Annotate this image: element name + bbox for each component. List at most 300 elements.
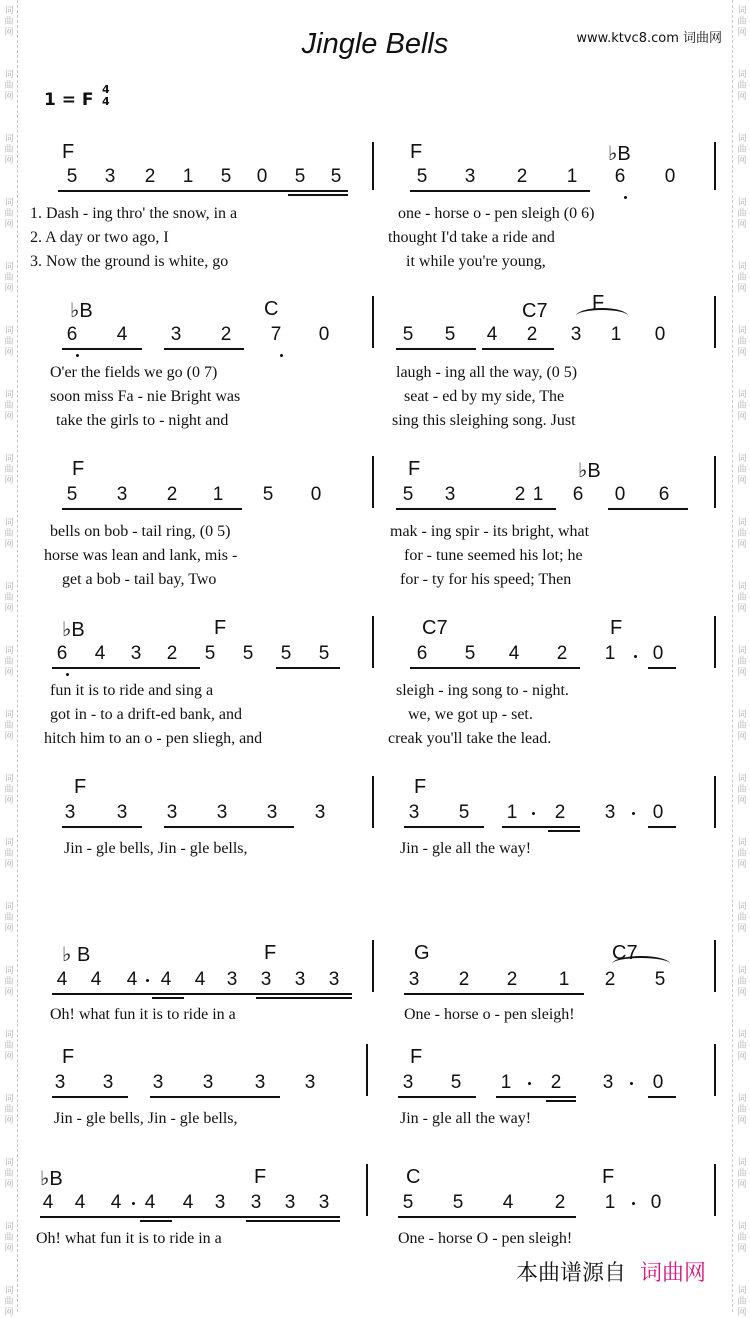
note-digit: 0	[652, 643, 664, 664]
watermark-glyph: 词	[737, 134, 747, 144]
watermark-glyph: 曲	[4, 657, 14, 667]
watermark-glyph: 词	[4, 1286, 14, 1296]
bar-line	[714, 776, 716, 828]
watermark-glyph: 曲	[737, 913, 747, 923]
note-digit: 5	[464, 643, 476, 664]
watermark-glyph: 网	[4, 924, 14, 934]
beam-underline	[648, 826, 676, 828]
note-digit: 2	[554, 1192, 566, 1213]
bar-line	[714, 1044, 716, 1096]
lyric-line: thought I'd take a ride and	[388, 229, 555, 246]
watermark-glyph: 词	[737, 710, 747, 720]
note-digit: 2	[144, 166, 156, 187]
watermark-glyph: 词	[4, 774, 14, 784]
beam-underline	[548, 830, 580, 832]
note-digit: 1	[566, 166, 578, 187]
watermark-glyph: 词	[4, 262, 14, 272]
note-digit: 7	[270, 324, 282, 345]
note-digit: 2	[458, 969, 470, 990]
watermark-glyph: 网	[4, 860, 14, 870]
note-digit: 3	[130, 643, 142, 664]
beam-underline	[150, 1096, 280, 1098]
octave-dot	[632, 1202, 635, 1205]
watermark-glyph: 曲	[737, 1105, 747, 1115]
lyric-line: One - horse o - pen sleigh!	[404, 1006, 575, 1023]
beam-underline	[62, 348, 142, 350]
watermark-glyph: 词	[737, 1222, 747, 1232]
note-digit: 0	[652, 802, 664, 823]
chord-symbol: ♭B	[608, 143, 631, 165]
watermark-glyph: 网	[4, 1180, 14, 1190]
chord-symbol: C	[406, 1166, 421, 1188]
watermark-glyph: 词	[737, 390, 747, 400]
watermark-glyph: 词	[737, 774, 747, 784]
watermark-glyph: 词	[4, 454, 14, 464]
lyric-line: Jin - gle bells, Jin - gle bells,	[54, 1110, 238, 1127]
watermark-glyph: 网	[737, 92, 747, 102]
note-digit: 0	[318, 324, 330, 345]
time-signature	[102, 84, 110, 108]
watermark-glyph: 词	[737, 262, 747, 272]
watermark-glyph: 网	[4, 604, 14, 614]
watermark-glyph: 网	[737, 1052, 747, 1062]
note-digit: 5	[452, 1192, 464, 1213]
note-digit: 3	[318, 1192, 330, 1213]
note-digit: 4	[508, 643, 520, 664]
chord-symbol: F	[264, 942, 277, 964]
watermark-glyph: 网	[4, 668, 14, 678]
note-digit: 3	[284, 1192, 296, 1213]
note-digit: 3	[304, 1072, 316, 1093]
note-digit: 4	[182, 1192, 194, 1213]
octave-dot	[634, 655, 637, 658]
watermark-glyph: 词	[4, 1222, 14, 1232]
site-url[interactable]: www.ktvc8.com 词曲网	[576, 31, 722, 46]
note-digit: 5	[458, 802, 470, 823]
note-digit: 3	[408, 969, 420, 990]
watermark-glyph: 曲	[4, 721, 14, 731]
chord-symbol: G	[414, 942, 430, 964]
watermark-glyph: 网	[4, 92, 14, 102]
note-digit: 5	[330, 166, 342, 187]
watermark-glyph: 网	[737, 28, 747, 38]
watermark-glyph: 网	[737, 924, 747, 934]
bar-line	[366, 1044, 368, 1096]
watermark-glyph: 曲	[737, 849, 747, 859]
watermark-glyph: 网	[4, 156, 14, 166]
bar-line	[714, 296, 716, 348]
beam-underline	[396, 348, 476, 350]
note-digit: 0	[614, 484, 626, 505]
beam-underline	[648, 1096, 676, 1098]
note-digit: 3	[408, 802, 420, 823]
note-digit: 2	[514, 484, 526, 505]
octave-dot	[532, 812, 535, 815]
footer-credit	[516, 1256, 706, 1287]
octave-dot	[146, 979, 149, 982]
note-digit: 3	[402, 1072, 414, 1093]
lyric-line: one - horse o - pen sleigh (0 6)	[398, 205, 595, 222]
chord-symbol: C	[264, 298, 279, 320]
watermark-glyph: 网	[4, 1052, 14, 1062]
lyric-line: got in - to a drift-ed bank, and	[50, 706, 242, 723]
watermark-glyph: 曲	[737, 721, 747, 731]
watermark-glyph: 网	[4, 476, 14, 486]
octave-dot	[280, 354, 283, 357]
chord-symbol: ♭B	[70, 300, 93, 322]
beam-underline	[404, 826, 484, 828]
note-digit: 3	[294, 969, 306, 990]
watermark-glyph: 词	[4, 1094, 14, 1104]
note-digit: 3	[202, 1072, 214, 1093]
note-digit: 4	[502, 1192, 514, 1213]
watermark-glyph: 词	[737, 1158, 747, 1168]
note-digit: 4	[194, 969, 206, 990]
note-digit: 5	[242, 643, 254, 664]
note-digit: 4	[160, 969, 172, 990]
note-digit: 4	[126, 969, 138, 990]
note-digit: 4	[486, 324, 498, 345]
note-digit: 5	[450, 1072, 462, 1093]
note-digit: 5	[262, 484, 274, 505]
note-digit: 4	[74, 1192, 86, 1213]
lyric-line: bells on bob - tail ring, (0 5)	[50, 523, 231, 540]
watermark-glyph: 曲	[4, 1297, 14, 1307]
watermark-glyph: 词	[4, 326, 14, 336]
note-digit: 1	[500, 1072, 512, 1093]
note-digit: 3	[226, 969, 238, 990]
chord-symbol: F	[410, 1046, 423, 1068]
watermark-glyph: 曲	[737, 593, 747, 603]
lyric-line: it while you're young,	[406, 253, 546, 270]
watermark-glyph: 曲	[737, 1169, 747, 1179]
note-digit: 5	[294, 166, 306, 187]
watermark-glyph: 网	[737, 348, 747, 358]
watermark-glyph: 曲	[4, 977, 14, 987]
note-digit: 3	[152, 1072, 164, 1093]
watermark-glyph: 网	[4, 412, 14, 422]
watermark-glyph: 词	[4, 134, 14, 144]
chord-symbol: F	[602, 1166, 615, 1188]
note-digit: 6	[572, 484, 584, 505]
watermark-glyph: 网	[4, 1116, 14, 1126]
note-digit: 3	[170, 324, 182, 345]
watermark-glyph: 网	[4, 540, 14, 550]
chord-symbol: F	[62, 1046, 75, 1068]
note-digit: 3	[116, 484, 128, 505]
chord-symbol: ♭ B	[62, 944, 91, 966]
tie-slur	[612, 956, 670, 972]
time-bottom: 4	[102, 95, 110, 108]
chord-symbol: ♭B	[578, 460, 601, 482]
lyric-line: 3. Now the ground is white, go	[30, 253, 229, 270]
note-digit: 5	[66, 484, 78, 505]
bar-line	[372, 940, 374, 992]
beam-underline	[246, 1220, 340, 1222]
watermark-glyph: 曲	[737, 529, 747, 539]
bar-line	[714, 142, 716, 190]
note-digit: 2	[220, 324, 232, 345]
octave-dot	[632, 812, 635, 815]
watermark-glyph: 曲	[737, 1233, 747, 1243]
note-digit: 3	[260, 969, 272, 990]
watermark-glyph: 曲	[4, 401, 14, 411]
lyric-line: for - ty for his speed; Then	[400, 571, 572, 588]
note-digit: 0	[256, 166, 268, 187]
note-digit: 1	[604, 1192, 616, 1213]
note-digit: 3	[570, 324, 582, 345]
watermark-glyph: 网	[4, 28, 14, 38]
chord-symbol: F	[408, 458, 421, 480]
lyric-line: fun it is to ride and sing a	[50, 682, 214, 699]
watermark-glyph: 网	[737, 732, 747, 742]
note-digit: 2	[550, 1072, 562, 1093]
watermark-glyph: 曲	[737, 657, 747, 667]
note-digit: 2	[166, 484, 178, 505]
watermark-glyph: 曲	[4, 17, 14, 27]
octave-dot	[132, 1202, 135, 1205]
watermark-glyph: 曲	[737, 401, 747, 411]
watermark-glyph: 词	[737, 326, 747, 336]
watermark-glyph: 词	[737, 966, 747, 976]
beam-underline	[140, 1220, 172, 1222]
lyric-line: Oh! what fun it is to ride in a	[50, 1006, 236, 1023]
lyric-line: get a bob - tail bay, Two	[62, 571, 217, 588]
watermark-glyph: 曲	[737, 785, 747, 795]
watermark-glyph: 网	[737, 220, 747, 230]
tie-slur	[576, 308, 628, 324]
beam-underline	[276, 667, 340, 669]
note-digit: 5	[280, 643, 292, 664]
note-digit: 1	[610, 324, 622, 345]
note-digit: 0	[654, 324, 666, 345]
bar-line	[714, 1164, 716, 1216]
watermark-glyph: 词	[4, 6, 14, 16]
note-digit: 0	[664, 166, 676, 187]
chord-symbol: F	[414, 776, 427, 798]
lyric-line: laugh - ing all the way, (0 5)	[396, 364, 578, 381]
watermark-glyph: 曲	[4, 209, 14, 219]
watermark-glyph: 网	[737, 1180, 747, 1190]
note-digit: 6	[66, 324, 78, 345]
footer-brand[interactable]: 词曲网	[639, 1261, 706, 1286]
chord-symbol: ♭B	[62, 619, 85, 641]
octave-dot	[66, 673, 69, 676]
watermark-glyph: 曲	[737, 273, 747, 283]
note-digit: 2	[166, 643, 178, 664]
footer-source: 本曲谱源自	[515, 1261, 626, 1286]
watermark-glyph: 词	[4, 70, 14, 80]
lyric-line: Jin - gle all the way!	[400, 1110, 532, 1127]
watermark-glyph: 网	[737, 1116, 747, 1126]
note-digit: 1	[604, 643, 616, 664]
watermark-glyph: 网	[4, 732, 14, 742]
watermark-glyph: 词	[737, 70, 747, 80]
note-digit: 2	[506, 969, 518, 990]
beam-underline	[502, 826, 580, 828]
watermark-glyph: 网	[737, 156, 747, 166]
bar-line	[366, 1164, 368, 1216]
watermark-glyph: 曲	[4, 81, 14, 91]
chord-symbol: F	[592, 292, 605, 314]
note-digit: 1	[506, 802, 518, 823]
note-digit: 5	[416, 166, 428, 187]
note-digit: 3	[328, 969, 340, 990]
note-digit: 4	[94, 643, 106, 664]
note-digit: 5	[66, 166, 78, 187]
watermark-glyph: 词	[4, 1158, 14, 1168]
lyric-line: seat - ed by my side, The	[404, 388, 565, 405]
lyric-line: horse was lean and lank, mis -	[44, 547, 238, 564]
watermark-glyph: 网	[737, 1244, 747, 1254]
beam-underline	[52, 993, 352, 995]
note-digit: 5	[220, 166, 232, 187]
note-digit: 1	[182, 166, 194, 187]
chord-symbol: F	[254, 1166, 267, 1188]
note-digit: 3	[444, 484, 456, 505]
watermark-glyph: 曲	[4, 1105, 14, 1115]
lyric-line: hitch him to an o - pen sliegh, and	[44, 730, 263, 747]
beam-underline	[40, 1216, 340, 1218]
beam-underline	[58, 190, 348, 192]
lyric-line: Jin - gle bells, Jin - gle bells,	[64, 840, 248, 857]
watermark-glyph: 网	[4, 348, 14, 358]
note-digit: 0	[652, 1072, 664, 1093]
beam-underline	[410, 190, 590, 192]
note-digit: 5	[402, 1192, 414, 1213]
note-digit: 3	[266, 802, 278, 823]
lyric-line: creak you'll take the lead.	[388, 730, 552, 747]
chord-symbol: F	[610, 617, 623, 639]
note-digit: 3	[250, 1192, 262, 1213]
watermark-glyph: 词	[737, 1094, 747, 1104]
note-digit: 6	[416, 643, 428, 664]
note-digit: 3	[602, 1072, 614, 1093]
watermark-glyph: 曲	[4, 273, 14, 283]
song-title: Jingle Bells	[301, 28, 449, 60]
watermark-glyph: 曲	[737, 209, 747, 219]
note-digit: 6	[56, 643, 68, 664]
bar-line	[372, 776, 374, 828]
chord-symbol: C7	[612, 942, 638, 964]
note-digit: 6	[614, 166, 626, 187]
beam-underline	[52, 667, 200, 669]
note-digit: 3	[254, 1072, 266, 1093]
note-digit: 3	[314, 802, 326, 823]
bar-line	[372, 296, 374, 348]
watermark-glyph: 曲	[4, 1169, 14, 1179]
note-digit: 5	[402, 484, 414, 505]
watermark-glyph: 曲	[737, 17, 747, 27]
lyric-line: O'er the fields we go (0 7)	[50, 364, 218, 381]
watermark-glyph: 词	[4, 966, 14, 976]
beam-underline	[404, 993, 584, 995]
bar-line	[714, 456, 716, 508]
note-digit: 4	[116, 324, 128, 345]
octave-dot	[630, 1082, 633, 1085]
left-watermark-strip	[0, 0, 18, 1318]
octave-dot	[624, 196, 627, 199]
note-digit: 2	[604, 969, 616, 990]
watermark-glyph: 网	[737, 988, 747, 998]
lyric-line: mak - ing spir - its bright, what	[390, 523, 590, 540]
beam-underline	[164, 348, 244, 350]
watermark-glyph: 网	[737, 668, 747, 678]
octave-dot	[76, 354, 79, 357]
watermark-glyph: 词	[737, 582, 747, 592]
chord-symbol: F	[214, 617, 227, 639]
watermark-glyph: 曲	[737, 1297, 747, 1307]
watermark-glyph: 词	[4, 582, 14, 592]
octave-dot	[528, 1082, 531, 1085]
watermark-glyph: 曲	[737, 977, 747, 987]
bar-line	[714, 616, 716, 668]
beam-underline	[396, 508, 556, 510]
chord-symbol: F	[62, 141, 75, 163]
note-digit: 6	[658, 484, 670, 505]
lyric-line: One - horse O - pen sleigh!	[398, 1230, 573, 1247]
note-digit: 2	[516, 166, 528, 187]
watermark-glyph: 曲	[737, 1041, 747, 1051]
key-signature: 1 = F	[44, 90, 94, 110]
lyric-line: Jin - gle all the way!	[400, 840, 532, 857]
lyric-line: soon miss Fa - nie Bright was	[50, 388, 241, 405]
watermark-glyph: 词	[4, 646, 14, 656]
watermark-glyph: 网	[737, 284, 747, 294]
time-top: 4	[102, 83, 110, 96]
watermark-glyph: 词	[737, 454, 747, 464]
beam-underline	[256, 997, 352, 999]
chord-symbol: ♭B	[40, 1168, 63, 1190]
watermark-glyph: 网	[737, 860, 747, 870]
watermark-glyph: 词	[737, 1286, 747, 1296]
watermark-glyph: 曲	[737, 465, 747, 475]
watermark-glyph: 曲	[4, 145, 14, 155]
beam-underline	[398, 1096, 476, 1098]
watermark-glyph: 曲	[4, 337, 14, 347]
bar-line	[372, 142, 374, 190]
watermark-glyph: 曲	[737, 81, 747, 91]
watermark-glyph: 词	[4, 902, 14, 912]
lyric-line: Oh! what fun it is to ride in a	[36, 1230, 222, 1247]
note-digit: 4	[42, 1192, 54, 1213]
note-digit: 1	[532, 484, 544, 505]
note-digit: 3	[104, 166, 116, 187]
watermark-glyph: 曲	[4, 849, 14, 859]
note-digit: 1	[558, 969, 570, 990]
chord-symbol: F	[74, 776, 87, 798]
note-digit: 4	[144, 1192, 156, 1213]
note-digit: 3	[102, 1072, 114, 1093]
note-digit: 4	[56, 969, 68, 990]
note-digit: 5	[204, 643, 216, 664]
watermark-glyph: 网	[737, 476, 747, 486]
chord-symbol: F	[72, 458, 85, 480]
chord-symbol: F	[410, 141, 423, 163]
watermark-glyph: 曲	[737, 337, 747, 347]
watermark-glyph: 词	[737, 518, 747, 528]
watermark-glyph: 网	[4, 988, 14, 998]
watermark-glyph: 词	[4, 390, 14, 400]
lyric-line: we, we got up - set.	[408, 706, 533, 723]
watermark-glyph: 曲	[4, 913, 14, 923]
chord-symbol: C7	[522, 300, 548, 322]
watermark-glyph: 曲	[4, 785, 14, 795]
lyric-line: sleigh - ing song to - night.	[396, 682, 569, 699]
watermark-glyph: 词	[4, 198, 14, 208]
lyric-line: for - tune seemed his lot; he	[404, 547, 583, 564]
watermark-glyph: 词	[737, 198, 747, 208]
